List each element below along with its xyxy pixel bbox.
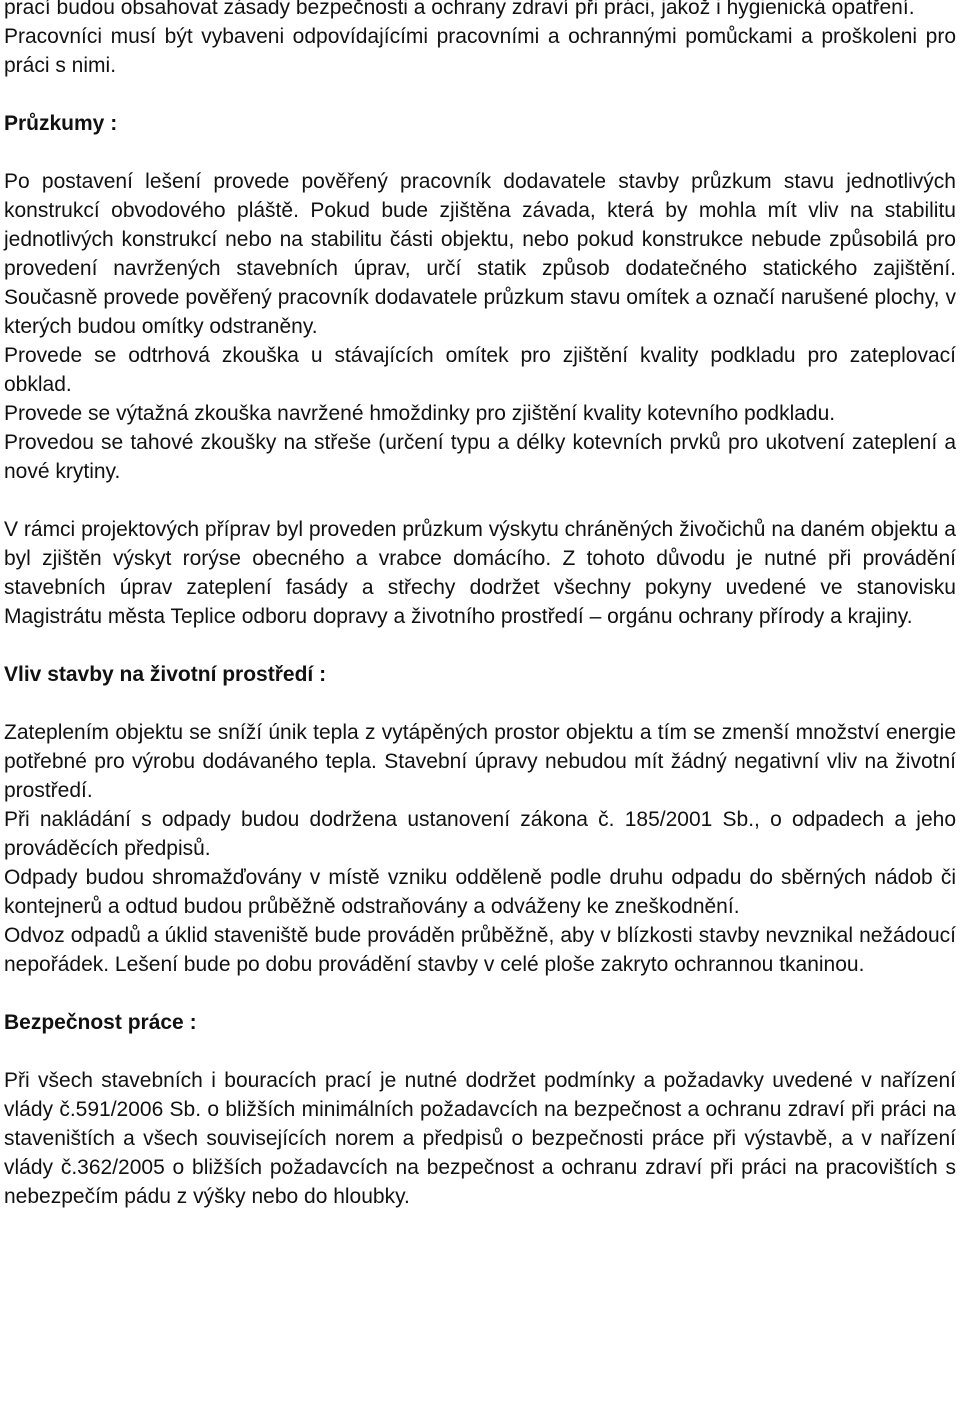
environment-paragraph-2: Při nakládání s odpady budou dodržena ustanovení zákona č. 185/2001 Sb., o odpadech a jeho prováděcích předpisů. bbox=[4, 808, 956, 860]
pruzkumy-paragraph-2: Provede se odtrhová zkouška u stávajících omítek pro zjištění kvality podkladu pro zateplovací obklad. bbox=[4, 344, 956, 396]
spacer bbox=[4, 631, 956, 660]
spacer bbox=[4, 486, 956, 515]
environment-paragraph-1: Zateplením objektu se sníží únik tepla z vytápěných prostor objektu a tím se zmenší množství energie potřebné pro výrobu dodávaného tepla. Stavební úpravy nebudou mít žádný negativní vliv na životní prostředí. bbox=[4, 721, 956, 802]
section-heading-environment: Vliv stavby na životní prostředí : bbox=[4, 663, 327, 686]
environment-paragraph-3: Odpady budou shromažďovány v místě vzniku odděleně podle druhu odpadu do sběrných nádob či kontejnerů a odtud budou průběžně odstraňovány a odváženy ke zneškodnění. bbox=[4, 866, 956, 918]
safety-paragraph-1: Při všech stavebních i bouracích prací je nutné dodržet podmínky a požadavky uvedené v nařízení vlády č.591/2006 Sb. o bližších minimálních požadavcích na bezpečnost a ochranu zdraví při práci na staveništích a všech souvisejících norem a předpisů o bezpečnosti práce při výstavbě, a v nařízení vlády č.362/2005 o bližších požadavcích na bezpečnost a ochranu zdraví při práci na pracovištích s nebezpečím pádu z výšky nebo do hloubky. bbox=[4, 1069, 956, 1208]
spacer bbox=[4, 689, 956, 718]
pruzkumy-paragraph-4: Provedou se tahové zkoušky na střeše (určení typu a délky kotevních prvků pro ukotvení zateplení a nové krytiny. bbox=[4, 431, 956, 483]
spacer bbox=[4, 979, 956, 1008]
pruzkumy-paragraph-3: Provede se výtažná zkouška navržené hmoždinky pro zjištění kvality kotevního podkladu. bbox=[4, 402, 836, 425]
fauna-paragraph: V rámci projektových příprav byl proveden průzkum výskytu chráněných živočichů na daném objektu a byl zjištěn výskyt rorýse obecného a vrabce domácího. Z tohoto důvodu je nutné při provádění stavebních úprav zateplení fasády a střechy dodržet všechny pokyny uvedené ve stanovisku Magistrátu města Teplice odboru dopravy a životního prostředí – orgánu ochrany přírody a krajiny. bbox=[4, 518, 956, 628]
spacer bbox=[4, 80, 956, 109]
pruzkumy-paragraph-1: Po postavení lešení provede pověřený pracovník dodavatele stavby průzkum stavu jednotlivých konstrukcí obvodového pláště. Pokud bude zjištěna závada, která by mohla mít vliv na stabilitu jednotlivých konstrukcí nebo na stabilitu části objektu, nebo pokud konstrukce nebude způsobilá pro provedení navržených stavebních úprav, určí statik způsob dodatečného statického zajištění. Současně provede pověřený pracovník dodavatele průzkum stavu omítek a označí narušené plochy, v kterých budou omítky odstraněny. bbox=[4, 170, 956, 338]
spacer bbox=[4, 1037, 956, 1066]
intro-paragraph-1: prací budou obsahovat zásady bezpečnosti a ochrany zdraví při práci, jakož i hygienická opatření. bbox=[4, 0, 915, 19]
environment-paragraph-4: Odvoz odpadů a úklid staveniště bude prováděn průběžně, aby v blízkosti stavby nevznikal nežádoucí nepořádek. Lešení bude po dobu provádění stavby v celé ploše zakryto ochrannou tkaninou. bbox=[4, 924, 956, 976]
document-page bbox=[4, 0, 956, 1211]
intro-paragraph-2: Pracovníci musí být vybaveni odpovídajícími pracovními a ochrannými pomůckami a proškoleni pro práci s nimi. bbox=[4, 25, 956, 77]
section-heading-safety: Bezpečnost práce : bbox=[4, 1011, 197, 1034]
section-heading-pruzkumy: Průzkumy : bbox=[4, 112, 118, 135]
spacer bbox=[4, 138, 956, 167]
